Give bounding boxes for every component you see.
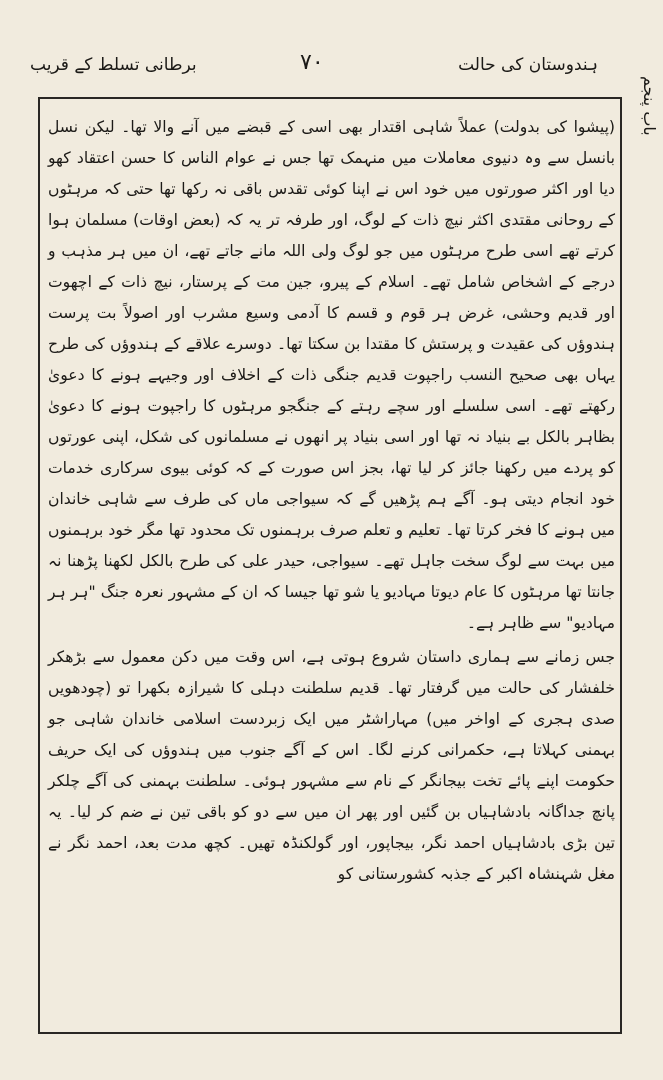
page-header [0, 50, 663, 90]
chapter-label: باب پنجم [640, 76, 659, 136]
paragraph-1: (پیشوا کی بدولت) عملاً شاہی اقتدار بھی اسی کے قبضے میں آنے والا تھا۔ لیکن نسل بانسل سے وہ دنیوی معاملات میں منہمک تھا جس نے عوام الناس کا حسن اعتقاد کھو دیا اور اکثر صورتوں میں خود اس نے اپنا کوئی تقدس باقی نہ رکھا تھا حتی کہ مرہٹوں کے روحانی مقتدی اکثر نیچ ذات کے لوگ، اور طرفہ تر یہ کہ (بعض اوقات) مسلمان ہوا کرتے تھے اسی طرح مرہٹوں میں جو لوگ ولی اللہ مانے جاتے تھے، ان میں ہر مذہب و درجے کے اشخاص شامل تھے۔ اسلام کے پیرو، جین مت کے پرستار، نیچ ذات کے اچھوت اور قدیم وحشی، غرض ہر قوم و قسم کا آدمی وسیع مشرب اور اصولاً بت پرست ہندوؤں کی عقیدت و پرستش کا مقتدا بن سکتا تھا۔ دوسرے علاقے کے ہندوؤں کی طرح یہاں بھی صحیح النسب راجپوت قدیم جنگی ذات کے اخلاف اور وجیہے ہونے کا دعویٰ رکھتے تھے۔ اسی سلسلے اور سچے رہتے کے جنگجو مرہٹوں کا راجپوت ہونے کا دعویٰ بظاہر بالکل بے بنیاد نہ تھا اور اسی بنیاد پر انھوں نے مسلمانوں کی شکل، اپنی عورتوں کو پردے میں رکھنا جائز کر لیا تھا، بجز اس صورت کے کہ کوئی بیوی سرکاری خدمات خود انجام دیتی ہو۔ آگے ہم پڑھیں گے کہ سیواجی ماں کی طرف سے شاہی خاندان میں ہونے کا فخر کرتا تھا۔ تعلیم و تعلم صرف برہمنوں تک محدود تھا مگر خود برہمنوں میں بہت سے لوگ سخت جاہل تھے۔ سیواجی، حیدر علی کی طرح بالکل لکھنا پڑھنا نہ جانتا تھا مرہٹوں کا عام دیوتا مہادیو یا شو تھا جیسا کہ ان کے مشہور نعرہ جنگ "ہر ہر مہادیو" سے ظاہر ہے۔ [48, 118, 615, 632]
running-title-left: برطانی تسلط کے قریب [30, 55, 197, 75]
running-title-right: ہندوستان کی حالت [458, 55, 598, 75]
body-text [48, 112, 615, 1030]
page-number: ۷۰ [300, 50, 324, 75]
paragraph-2: جس زمانے سے ہماری داستان شروع ہوتی ہے، اس وقت میں دکن معمول سے بڑھکر خلفشار کی حالت میں گرفتار تھا۔ قدیم سلطنت دہلی کا شیرازہ بکھرا تو (چودھویں صدی ہجری کے اواخر میں) مہاراشٹر میں ایک زبردست اسلامی خاندان شاہی جو بہمنی کہلاتا ہے، حکمرانی کرنے لگا۔ اس کے آگے جنوب میں ہندوؤں کی ایک حریف حکومت اپنے پائے تخت بیجانگر کے نام سے مشہور ہوئی۔ سلطنت بہمنی کی آگے چلکر پانچ جداگانہ بادشاہیاں بن گئیں اور پھر ان میں سے دو کو باقی تین نے ضم کر لیا۔ یہ تین بڑی بادشاہیاں احمد نگر، بیجاپور، اور گولکنڈہ تھیں۔ کچھ مدت بعد، احمد نگر نے مغل شہنشاہ اکبر کے جذبہ کشورستانی کو [48, 648, 615, 883]
